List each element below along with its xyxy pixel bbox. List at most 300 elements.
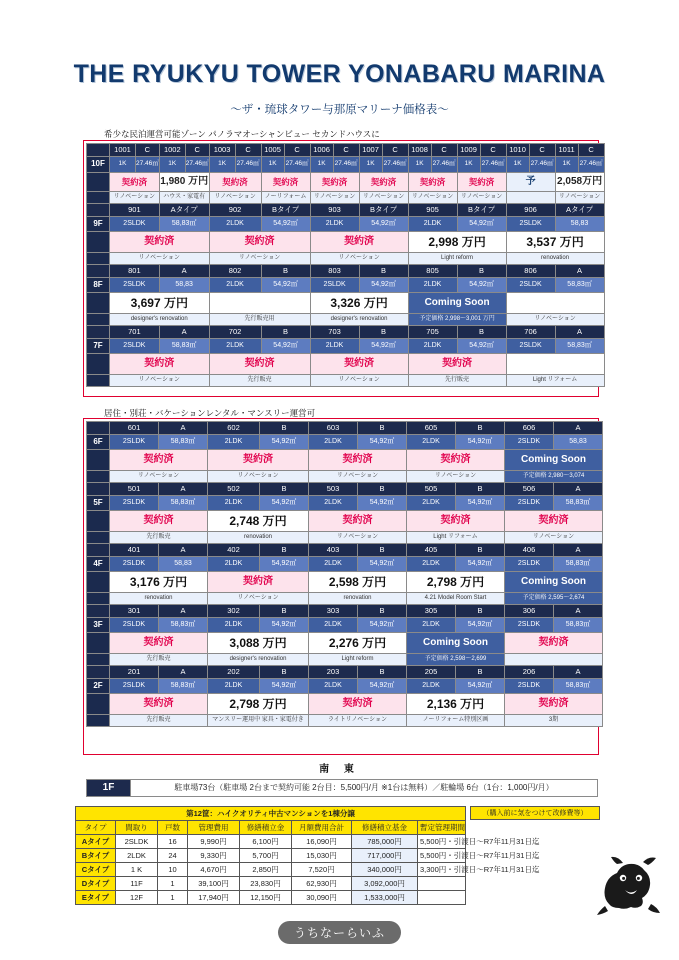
- floor-col-spacer: [87, 265, 110, 278]
- unit-price[interactable]: 契約済: [110, 511, 208, 532]
- table-row: [87, 496, 603, 511]
- unit-price[interactable]: 契約済: [309, 450, 407, 471]
- unit-plan: 1K: [261, 157, 284, 173]
- unit-plan: 27.46㎡: [136, 157, 160, 173]
- unit-note: Light リフォーム: [407, 532, 505, 544]
- unit-plan: 2LDK: [309, 679, 358, 694]
- fee-table-cell: 1: [158, 877, 188, 891]
- unit-type: C: [578, 144, 604, 157]
- unit-plan: 27.46㎡: [529, 157, 555, 173]
- unit-price[interactable]: 契約済: [208, 450, 309, 471]
- page-title: THE RYUKYU TOWER YONABARU MARINA: [73, 60, 606, 88]
- fee-table-cell: 2,850円: [240, 863, 292, 877]
- unit-price[interactable]: 契約済: [407, 511, 505, 532]
- unit-area: 54,92㎡: [456, 679, 505, 694]
- unit-price[interactable]: 3,326 万円: [310, 293, 408, 314]
- unit-number: 805: [408, 265, 457, 278]
- floor-label: 10F: [87, 157, 110, 173]
- unit-note: renovation: [506, 253, 604, 265]
- unit-plan: 27.46㎡: [284, 157, 310, 173]
- unit-price[interactable]: 契約済: [408, 173, 457, 192]
- unit-plan: 2LDK: [408, 278, 457, 293]
- unit-type: B: [456, 422, 505, 435]
- unit-area: 54,92㎡: [358, 618, 407, 633]
- table-row: [87, 157, 605, 173]
- unit-type: B: [261, 265, 310, 278]
- fee-table-cell: 7,520円: [292, 863, 352, 877]
- fee-table-column-header: 修繕積立基金: [352, 821, 418, 835]
- unit-price[interactable]: 3,088 万円: [208, 633, 309, 654]
- unit-plan: 2SLDK: [110, 278, 160, 293]
- unit-plan: 1K: [408, 157, 431, 173]
- unit-price[interactable]: 契約済: [110, 232, 210, 253]
- unit-note: ノーリフォーム特別区画: [407, 715, 505, 727]
- unit-type: Bタイプ: [359, 204, 408, 217]
- fee-table-cell: Dタイプ: [76, 877, 116, 891]
- unit-number: 203: [309, 666, 358, 679]
- fee-table-cell: 1 K: [116, 863, 158, 877]
- unit-note: リノベーション: [208, 593, 309, 605]
- unit-number: 301: [110, 605, 159, 618]
- fee-table-cell: 17,940円: [188, 891, 240, 905]
- unit-type: A: [159, 422, 208, 435]
- unit-price[interactable]: 契約済: [209, 173, 261, 192]
- unit-price[interactable]: Coming Soon: [505, 572, 603, 593]
- unit-number: 906: [506, 204, 555, 217]
- unit-note: 先行販売: [408, 375, 506, 387]
- unit-type: Bタイプ: [261, 204, 310, 217]
- floor-label-cont: [87, 450, 110, 471]
- unit-number: 601: [110, 422, 159, 435]
- floor-label: 2F: [87, 679, 110, 694]
- unit-price[interactable]: 契約済: [261, 173, 310, 192]
- floor-label-cont2: [87, 654, 110, 666]
- unit-number: 706: [506, 326, 555, 339]
- unit-note: リノベーション: [310, 253, 408, 265]
- unit-number: 502: [208, 483, 260, 496]
- fee-table-cell: 12,150円: [240, 891, 292, 905]
- unit-type: A: [159, 326, 209, 339]
- unit-type: C: [333, 144, 359, 157]
- unit-plan: 2LDK: [208, 557, 260, 572]
- unit-price[interactable]: 契約済: [359, 173, 408, 192]
- fee-table-cell: 30,090円: [292, 891, 352, 905]
- fee-table-cell: [418, 877, 466, 891]
- table-row: [87, 265, 605, 278]
- unit-plan: 2LDK: [309, 435, 358, 450]
- floor-col-spacer: [87, 144, 110, 157]
- unit-note: 予定価格 2,598～2,699: [407, 654, 505, 666]
- fee-table-cell: 6,100円: [240, 835, 292, 849]
- unit-area: 58,83㎡: [159, 435, 208, 450]
- unit-price[interactable]: 1,980 万円: [159, 173, 209, 192]
- fee-table-cell: 5,700円: [240, 849, 292, 863]
- unit-area: 58,83㎡: [555, 339, 604, 354]
- unit-note: Light reform: [408, 253, 506, 265]
- floor-label-cont2: [87, 593, 110, 605]
- unit-area: 54,92㎡: [456, 557, 505, 572]
- fee-table-cell: 39,100円: [188, 877, 240, 891]
- floor-label: 5F: [87, 496, 110, 511]
- unit-area: 54,92㎡: [260, 557, 309, 572]
- fee-table-cell: 16,090円: [292, 835, 352, 849]
- fee-table-column-header: 修繕積立金: [240, 821, 292, 835]
- unit-plan: 2SLDK: [506, 278, 555, 293]
- unit-number: 702: [209, 326, 261, 339]
- table-row: [87, 483, 603, 496]
- unit-price[interactable]: [209, 293, 310, 314]
- fee-table-cell: 62,930円: [292, 877, 352, 891]
- unit-number: 501: [110, 483, 159, 496]
- unit-price[interactable]: 2,598 万円: [309, 572, 407, 593]
- unit-number: 205: [407, 666, 456, 679]
- unit-type: B: [261, 326, 310, 339]
- table-row: [87, 557, 603, 572]
- unit-number: 201: [110, 666, 159, 679]
- unit-price[interactable]: 契約済: [208, 572, 309, 593]
- unit-price[interactable]: [506, 354, 604, 375]
- unit-number: 705: [408, 326, 457, 339]
- unit-plan: 27.46㎡: [333, 157, 359, 173]
- unit-type: C: [529, 144, 555, 157]
- unit-price[interactable]: 契約済: [310, 173, 359, 192]
- floor-label: 7F: [87, 339, 110, 354]
- floor-label-cont: [87, 694, 110, 715]
- table-row: [87, 532, 603, 544]
- unit-price[interactable]: 2,136 万円: [407, 694, 505, 715]
- fee-table-cell: 785,000円: [352, 835, 418, 849]
- table-row: [87, 326, 605, 339]
- floor-label: 6F: [87, 435, 110, 450]
- fee-table-column-header: タイプ: [76, 821, 116, 835]
- floor-label-cont: [87, 572, 110, 593]
- unit-price[interactable]: Coming Soon: [408, 293, 506, 314]
- table-row: [87, 450, 603, 471]
- unit-number: 605: [407, 422, 456, 435]
- unit-number: 801: [110, 265, 160, 278]
- unit-plan: 2SLDK: [110, 339, 160, 354]
- floor-label-cont: [87, 232, 110, 253]
- fee-table-title: 第12筐：ハイクオリティ中古マンションを1棟分譲: [76, 807, 466, 821]
- unit-number: 806: [506, 265, 555, 278]
- fee-table-cell: 1: [158, 891, 188, 905]
- table-row: [87, 422, 603, 435]
- fee-table-cell: 10: [158, 863, 188, 877]
- unit-number: 303: [309, 605, 358, 618]
- unit-price[interactable]: 契約済: [110, 450, 208, 471]
- unit-note: リノベーション: [407, 471, 505, 483]
- unit-area: 54,92㎡: [456, 435, 505, 450]
- unit-price[interactable]: 2,798 万円: [407, 572, 505, 593]
- unit-note: ハウス・家電有: [159, 192, 209, 204]
- table-row: [87, 654, 603, 666]
- zone-note-lower: 居住・別荘・バケーションレンタル・マンスリー運営可: [104, 408, 316, 418]
- floor-label-cont2: [87, 532, 110, 544]
- unit-price[interactable]: 契約済: [209, 232, 310, 253]
- fee-table-cell: Bタイプ: [76, 849, 116, 863]
- unit-number: 703: [310, 326, 359, 339]
- fee-table-cell: 3,300円・引渡日～R7年11月31日迄: [418, 863, 466, 877]
- floor-label-cont: [87, 354, 110, 375]
- unit-plan: 2LDK: [310, 217, 359, 232]
- unit-note: リノベーション: [506, 314, 604, 326]
- first-floor-text: 駐車場73台（駐車場 2台まで契約可能 2台目：5,500円/月 ※1台は無料）／駐輪場 6台（1台：1,000円/月）: [131, 780, 598, 797]
- unit-number: 1006: [310, 144, 333, 157]
- unit-type: B: [456, 544, 505, 557]
- first-floor-row: [86, 779, 598, 797]
- unit-type: B: [456, 605, 505, 618]
- unit-number: 505: [407, 483, 456, 496]
- unit-plan: 2LDK: [407, 496, 456, 511]
- table-row: [76, 807, 466, 821]
- unit-area: 54,92㎡: [261, 339, 310, 354]
- table-row: [87, 544, 603, 557]
- unit-type: A: [554, 544, 603, 557]
- fee-table-column-header: 間取り: [116, 821, 158, 835]
- unit-price[interactable]: 2,276 万円: [309, 633, 407, 654]
- unit-price[interactable]: 契約済: [505, 633, 603, 654]
- unit-price[interactable]: 契約済: [209, 354, 310, 375]
- unit-price[interactable]: 契約済: [408, 354, 506, 375]
- fee-table-cell: Aタイプ: [76, 835, 116, 849]
- unit-price[interactable]: 2,748 万円: [208, 511, 309, 532]
- fee-table-cell: 12F: [116, 891, 158, 905]
- unit-area: 54,92㎡: [358, 496, 407, 511]
- unit-plan: 2SLDK: [110, 679, 159, 694]
- unit-price[interactable]: 契約済: [310, 232, 408, 253]
- unit-plan: 2SLDK: [505, 496, 554, 511]
- floor-col-spacer: [87, 326, 110, 339]
- unit-price[interactable]: 契約済: [505, 694, 603, 715]
- unit-price[interactable]: 契約済: [309, 694, 407, 715]
- floor-label-cont2: [87, 715, 110, 727]
- unit-note: 先行販売: [110, 715, 208, 727]
- unit-area: 54,92㎡: [260, 496, 309, 511]
- unit-note: 先行販売: [110, 654, 208, 666]
- unit-type: B: [359, 265, 408, 278]
- table-row: [76, 849, 466, 863]
- fee-table-cell: 23,830円: [240, 877, 292, 891]
- fee-table-cell: 24: [158, 849, 188, 863]
- unit-number: 1001: [110, 144, 136, 157]
- unit-note: [505, 654, 603, 666]
- unit-plan: 2LDK: [209, 339, 261, 354]
- unit-area: 58,83㎡: [159, 618, 208, 633]
- unit-number: 206: [505, 666, 554, 679]
- floor-label: 8F: [87, 278, 110, 293]
- unit-type: B: [457, 326, 506, 339]
- unit-number: 606: [505, 422, 554, 435]
- unit-plan: 2LDK: [310, 339, 359, 354]
- table-row: [87, 293, 605, 314]
- unit-note: designer's renovation: [208, 654, 309, 666]
- table-row: [87, 375, 605, 387]
- floor-col-spacer: [87, 204, 110, 217]
- table-row: [87, 715, 603, 727]
- unit-area: 58,83: [159, 557, 208, 572]
- unit-note: 先行販売: [110, 532, 208, 544]
- unit-plan: 27.46㎡: [480, 157, 506, 173]
- unit-type: B: [260, 422, 309, 435]
- table-row: [87, 339, 605, 354]
- table-row: [87, 253, 605, 265]
- unit-price[interactable]: 契約済: [110, 694, 208, 715]
- unit-price[interactable]: Coming Soon: [407, 633, 505, 654]
- table-row: [87, 314, 605, 326]
- unit-plan: 2LDK: [209, 217, 261, 232]
- unit-plan: 1K: [310, 157, 333, 173]
- unit-price[interactable]: 契約済: [309, 511, 407, 532]
- unit-note: 先行販売: [209, 375, 310, 387]
- unit-price[interactable]: 予: [506, 173, 555, 192]
- unit-area: 58,83㎡: [554, 557, 603, 572]
- fee-table-cell: 2SLDK: [116, 835, 158, 849]
- unit-type: C: [480, 144, 506, 157]
- unit-type: Bタイプ: [457, 204, 506, 217]
- unit-type: A: [554, 666, 603, 679]
- unit-type: B: [260, 544, 309, 557]
- unit-plan: 2SLDK: [110, 557, 159, 572]
- table-row: [87, 204, 605, 217]
- unit-area: 54,92㎡: [260, 679, 309, 694]
- unit-type: C: [382, 144, 408, 157]
- unit-area: 58,83㎡: [159, 339, 209, 354]
- unit-plan: 27.46㎡: [382, 157, 408, 173]
- unit-price[interactable]: 契約済: [457, 173, 506, 192]
- unit-area: 58,83㎡: [555, 278, 604, 293]
- unit-note: 3期: [505, 715, 603, 727]
- unit-price[interactable]: Coming Soon: [505, 450, 603, 471]
- floor-label-cont: [87, 633, 110, 654]
- unit-number: 401: [110, 544, 159, 557]
- unit-area: 54,92㎡: [358, 435, 407, 450]
- upper-floor-table: [86, 143, 605, 387]
- unit-plan: 2SLDK: [505, 679, 554, 694]
- unit-plan: 1K: [209, 157, 235, 173]
- table-row: [87, 666, 603, 679]
- unit-plan: 1K: [359, 157, 382, 173]
- unit-plan: 2LDK: [208, 496, 260, 511]
- unit-plan: 2LDK: [208, 679, 260, 694]
- unit-plan: 2SLDK: [110, 435, 159, 450]
- unit-note: designer's renovation: [110, 314, 210, 326]
- table-row: [76, 877, 466, 891]
- site-logo-text: うちなーらいふ: [278, 921, 401, 944]
- unit-area: 54,92㎡: [358, 557, 407, 572]
- floor-col-spacer: [87, 422, 110, 435]
- fee-table-cell: 717,000円: [352, 849, 418, 863]
- unit-type: C: [136, 144, 160, 157]
- first-floor-badge: 1F: [87, 780, 131, 797]
- unit-type: B: [358, 422, 407, 435]
- unit-plan: 2SLDK: [110, 496, 159, 511]
- fee-table-cell: 340,000円: [352, 863, 418, 877]
- unit-note: リノベーション: [209, 192, 261, 204]
- unit-price[interactable]: 契約済: [407, 450, 505, 471]
- unit-plan: 2LDK: [407, 435, 456, 450]
- floor-label-cont: [87, 173, 110, 192]
- unit-type: A: [159, 605, 208, 618]
- unit-price[interactable]: 2,058万円: [555, 173, 604, 192]
- unit-area: 54,92㎡: [359, 278, 408, 293]
- table-row: [87, 144, 605, 157]
- unit-price[interactable]: [506, 293, 604, 314]
- unit-area: 58,83㎡: [554, 618, 603, 633]
- unit-plan: 1K: [506, 157, 529, 173]
- floor-col-spacer: [87, 666, 110, 679]
- unit-type: B: [260, 483, 309, 496]
- unit-note: リノベーション: [209, 253, 310, 265]
- table-row: [87, 278, 605, 293]
- unit-plan: 2SLDK: [505, 435, 554, 450]
- unit-area: 58,83: [554, 435, 603, 450]
- unit-number: 503: [309, 483, 358, 496]
- unit-area: 58,83㎡: [554, 679, 603, 694]
- unit-plan: 2SLDK: [506, 217, 555, 232]
- unit-type: A: [555, 265, 604, 278]
- unit-number: 403: [309, 544, 358, 557]
- unit-area: 54,92㎡: [359, 217, 408, 232]
- unit-area: 54,92㎡: [359, 339, 408, 354]
- unit-type: B: [457, 265, 506, 278]
- unit-type: B: [358, 544, 407, 557]
- unit-number: 1007: [359, 144, 382, 157]
- unit-plan: 2LDK: [407, 618, 456, 633]
- unit-type: C: [431, 144, 457, 157]
- unit-number: 1008: [408, 144, 431, 157]
- table-row: [87, 679, 603, 694]
- unit-number: 903: [310, 204, 359, 217]
- fee-table-cell: 5,500円・引渡日～R7年11月31日迄: [418, 849, 466, 863]
- unit-price[interactable]: 3,176 万円: [110, 572, 208, 593]
- unit-type: B: [260, 666, 309, 679]
- fee-table-cell: Cタイプ: [76, 863, 116, 877]
- unit-type: A: [159, 544, 208, 557]
- unit-note: 予定価格 2,980～3,074: [505, 471, 603, 483]
- unit-price[interactable]: 3,697 万円: [110, 293, 210, 314]
- unit-note: リノベーション: [310, 375, 408, 387]
- unit-area: 54,92㎡: [457, 278, 506, 293]
- fee-table-cell: 3,092,000円: [352, 877, 418, 891]
- unit-price[interactable]: 契約済: [310, 354, 408, 375]
- unit-price[interactable]: 3,537 万円: [506, 232, 604, 253]
- unit-note: renovation: [110, 593, 208, 605]
- unit-number: 1010: [506, 144, 529, 157]
- unit-note: designer's renovation: [310, 314, 408, 326]
- floor-label-cont2: [87, 471, 110, 483]
- unit-note: リノベーション: [110, 471, 208, 483]
- unit-price[interactable]: 契約済: [110, 354, 210, 375]
- unit-plan: 2LDK: [208, 618, 260, 633]
- floor-label-cont2: [87, 253, 110, 265]
- unit-price[interactable]: 契約済: [505, 511, 603, 532]
- site-logo: [0, 921, 679, 944]
- unit-number: 202: [208, 666, 260, 679]
- unit-note: リノベーション: [110, 375, 210, 387]
- unit-price[interactable]: 2,998 万円: [408, 232, 506, 253]
- direction-label: 南 東: [319, 764, 360, 775]
- floor-label: 3F: [87, 618, 110, 633]
- unit-price[interactable]: 2,798 万円: [208, 694, 309, 715]
- fee-table-cell: Eタイプ: [76, 891, 116, 905]
- unit-price[interactable]: 契約済: [110, 633, 208, 654]
- unit-price[interactable]: 契約済: [110, 173, 160, 192]
- unit-number: 506: [505, 483, 554, 496]
- unit-area: 58,83㎡: [554, 496, 603, 511]
- unit-note: リノベーション: [309, 471, 407, 483]
- unit-note: リノベーション: [110, 192, 160, 204]
- unit-plan: 1K: [555, 157, 578, 173]
